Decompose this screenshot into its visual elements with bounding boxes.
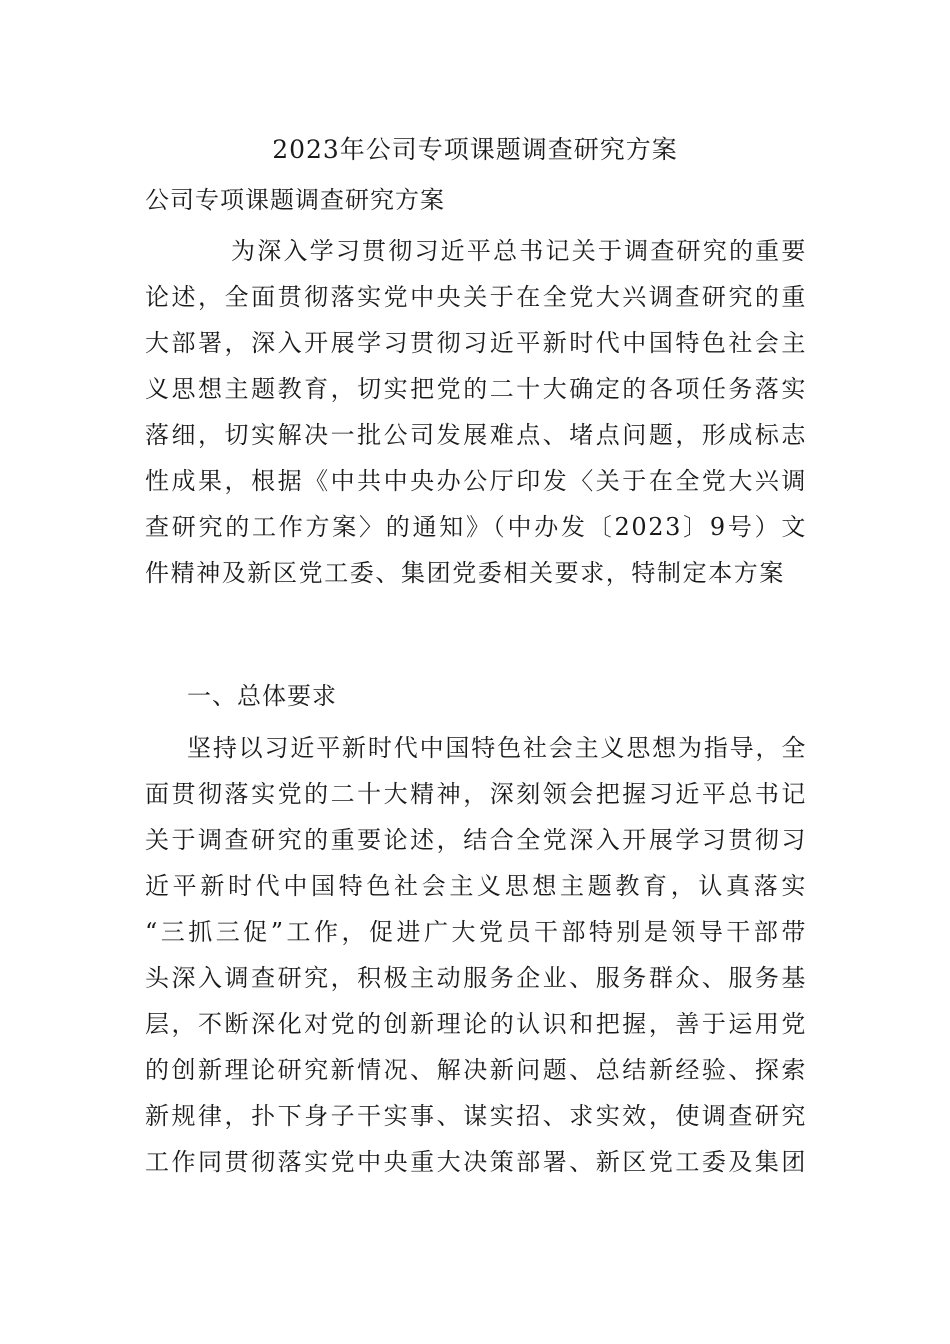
document-subtitle: 公司专项课题调查研究方案 bbox=[145, 186, 445, 214]
paragraph-line: 件精神及新区党工委、集团党委相关要求，特制定本方案 bbox=[145, 559, 785, 587]
section-heading-general-requirements: 一、总体要求 bbox=[187, 682, 337, 710]
paragraph-line: 为深入学习贯彻习近平总书记关于调查研究的重要 bbox=[231, 237, 807, 265]
paragraph-line: 坚持以习近平新时代中国特色社会主义思想为指导，全 bbox=[187, 734, 807, 762]
paragraph-line: 论述，全面贯彻落实党中央关于在全党大兴调查研究的重 bbox=[145, 283, 807, 311]
paragraph-line: 新规律，扑下身子干实事、谋实招、求实效，使调查研究 bbox=[145, 1102, 807, 1130]
paragraph-line: 面贯彻落实党的二十大精神，深刻领会把握习近平总书记 bbox=[145, 780, 807, 808]
paragraph-line: 的创新理论研究新情况、解决新问题、总结新经验、探索 bbox=[145, 1056, 807, 1084]
paragraph-line: 层，不断深化对党的创新理论的认识和把握，善于运用党 bbox=[145, 1010, 807, 1038]
paragraph-line: 近平新时代中国特色社会主义思想主题教育，认真落实 bbox=[145, 872, 807, 900]
paragraph-line: 性成果，根据《中共中央办公厅印发〈关于在全党大兴调 bbox=[145, 467, 807, 495]
paragraph-line: 工作同贯彻落实党中央重大决策部署、新区党工委及集团 bbox=[145, 1148, 807, 1176]
paragraph-line: 查研究的工作方案〉的通知》（中办发〔2023〕9号）文 bbox=[145, 513, 807, 541]
general-requirements-paragraph bbox=[145, 725, 807, 1185]
paragraph-line: “三抓三促”工作，促进广大党员干部特别是领导干部带 bbox=[145, 918, 807, 946]
paragraph-line: 关于调查研究的重要论述，结合全党深入开展学习贯彻习 bbox=[145, 826, 807, 854]
intro-paragraph bbox=[145, 228, 807, 596]
paragraph-line: 头深入调查研究，积极主动服务企业、服务群众、服务基 bbox=[145, 964, 807, 992]
paragraph-line: 落细，切实解决一批公司发展难点、堵点问题，形成标志 bbox=[145, 421, 807, 449]
paragraph-line: 义思想主题教育，切实把党的二十大确定的各项任务落实 bbox=[145, 375, 807, 403]
paragraph-line: 大部署，深入开展学习贯彻习近平新时代中国特色社会主 bbox=[145, 329, 807, 357]
document-title: 2023年公司专项课题调查研究方案 bbox=[272, 135, 678, 164]
